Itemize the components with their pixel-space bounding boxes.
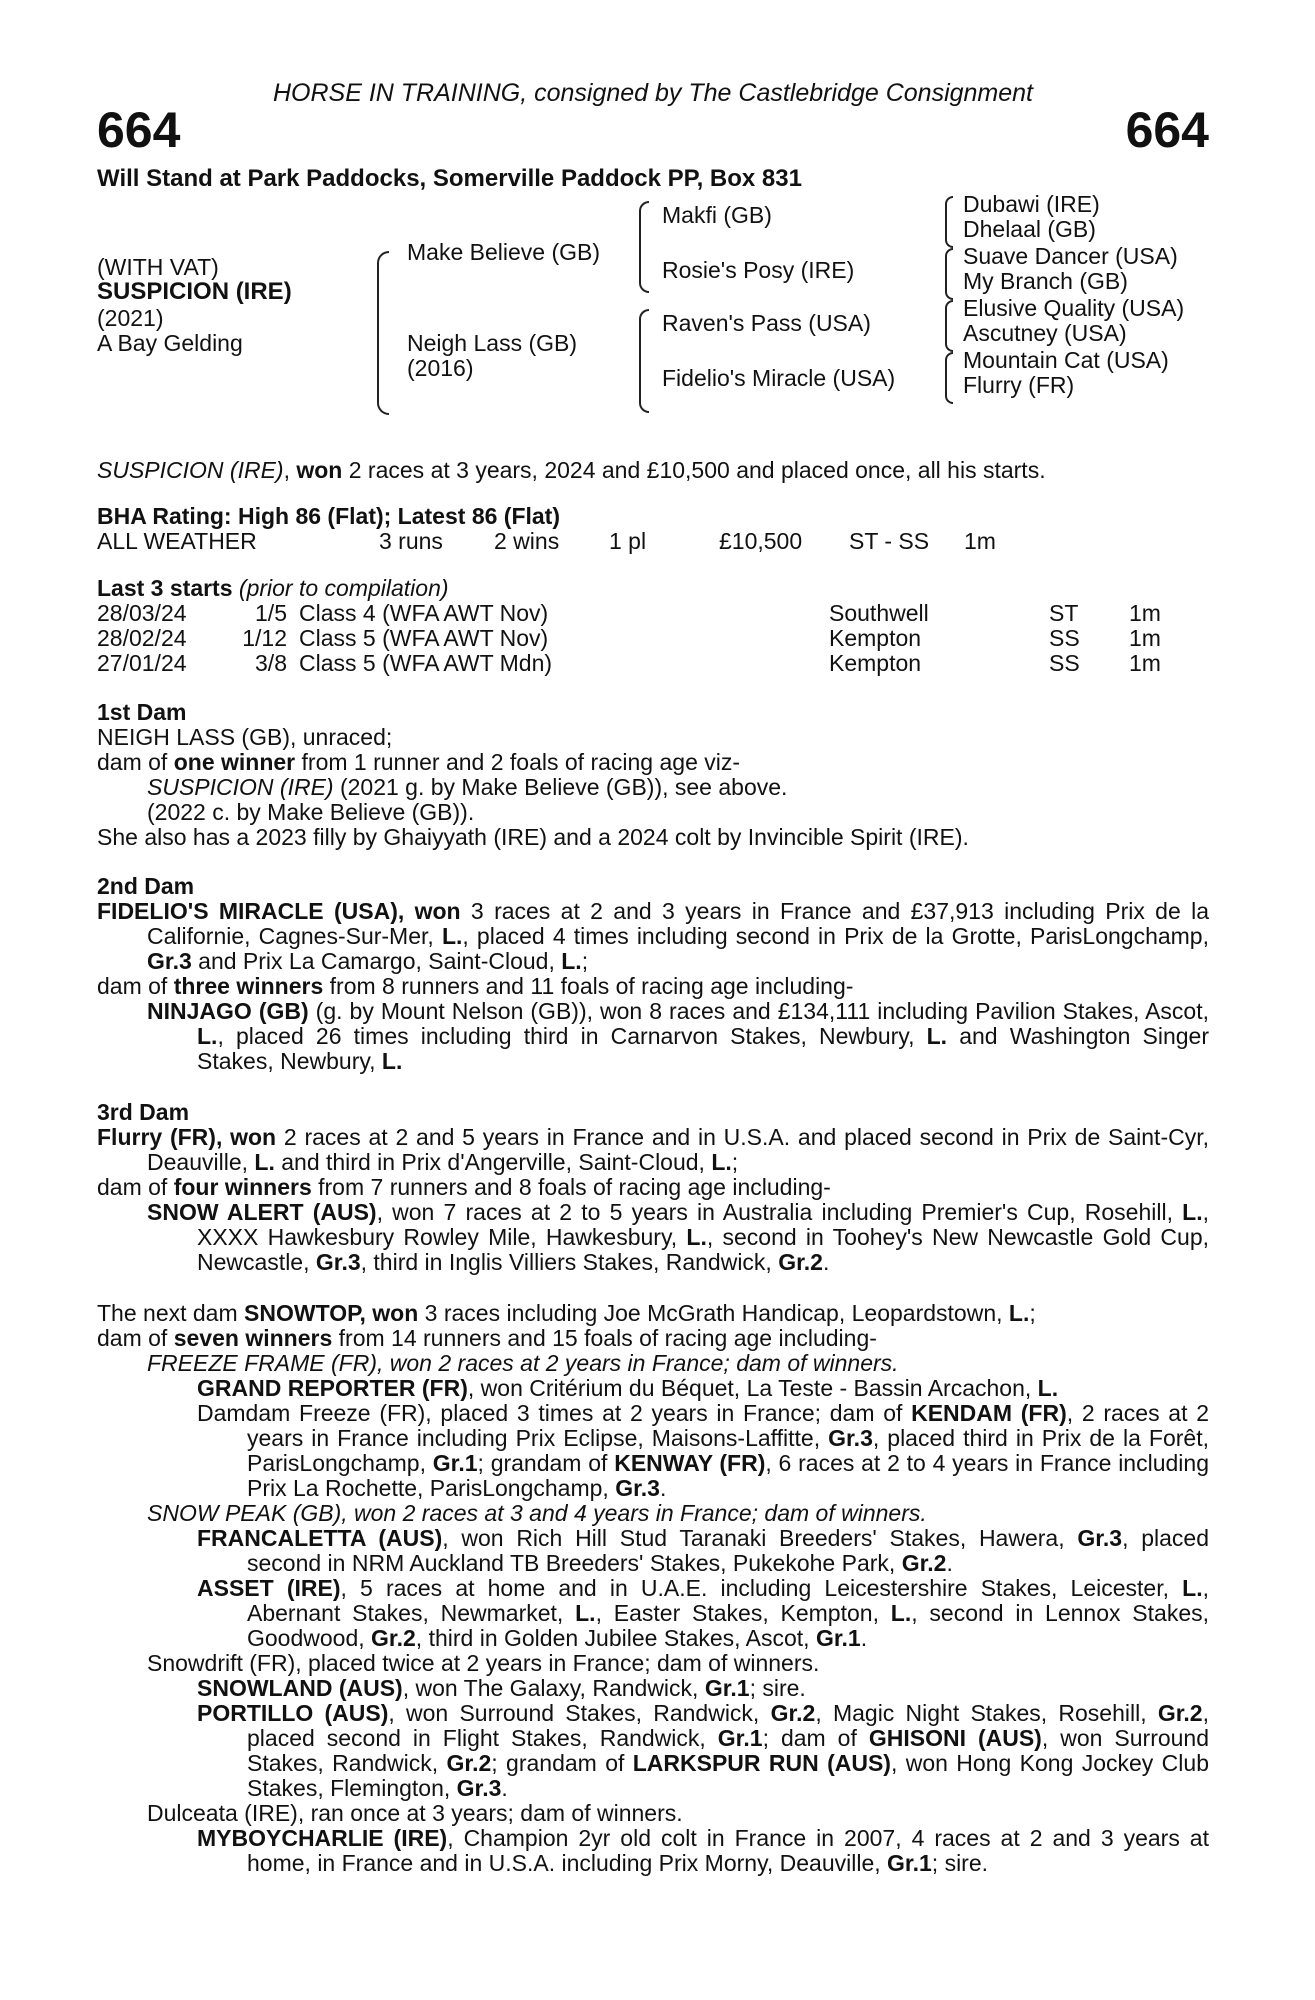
consignment-header: HORSE IN TRAINING, consigned by The Castlebridge Consignment bbox=[272, 79, 1034, 107]
last-start-code: SS bbox=[1049, 650, 1080, 676]
last-start-dist: 1m bbox=[1129, 650, 1161, 676]
pedigree-brace-sire bbox=[639, 201, 649, 293]
lot-number-row bbox=[97, 104, 1209, 156]
last-start-row bbox=[97, 651, 1189, 676]
third-dam-section: 3rd Dam Flurry (FR), won 2 races at 2 and 5 years in France and in U.S.A. and placed second in Prix de Saint-Cyr, Deauville, L. and third in Prix d'Angerville, Saint-Cloud, L.; dam of four winners from 7 runners and 8 foals of racing age including- SNOW ALERT (AUS), won 7 races at 2 to 5 years in Australia including Premier's Cup, Rosehill, L., XXXX Hawkesbury Rowley Mile, Hawkesbury, L., second in Toohey's New Newcastle Gold Cup, Newcastle, Gr.3, third in Inglis Villiers Stakes, Randwick, Gr.2. bbox=[97, 1099, 1209, 1275]
pedigree-brace-dam bbox=[639, 309, 649, 413]
third-dam-title: 3rd Dam bbox=[97, 1099, 190, 1125]
last-start-pos: 1/5 bbox=[255, 600, 287, 626]
last-start-row bbox=[97, 601, 1189, 626]
last-start-pos: 3/8 bbox=[255, 650, 287, 676]
lot-number-left: 664 bbox=[97, 102, 181, 158]
second-dam-title: 2nd Dam bbox=[97, 873, 195, 899]
second-dam-section: 2nd Dam FIDELIO'S MIRACLE (USA), won 3 races at 2 and 3 years in France and £37,913 including Prix de la Californie, Cagnes-Sur-Mer, L., placed 4 times including second in Prix de la Grotte, ParisLongchamp, Gr.3 and Prix La Camargo, Saint-Cloud, L.; dam of three winners from 8 runners and 11 foals of racing age including- NINJAGO (GB) (g. by Mount Nelson (GB)), won 8 races and £134,111 including Pavilion Stakes, Ascot, L., placed 26 times including third in Carnarvon Stakes, Newbury, L. and Washington Singer Stakes, Newbury, L. bbox=[97, 873, 1210, 1074]
last-start-course: Kempton bbox=[829, 625, 922, 651]
last-starts-section bbox=[97, 576, 1209, 676]
pedigree-brace-main bbox=[377, 251, 389, 415]
sire-sire-sire: Dubawi (IRE) bbox=[963, 191, 1100, 217]
last-start-date: 28/02/24 bbox=[97, 625, 187, 651]
last-start-date: 28/03/24 bbox=[97, 600, 187, 626]
dam-dam-sire: Mountain Cat (USA) bbox=[963, 347, 1169, 373]
pedigree-brace-g4 bbox=[945, 352, 953, 404]
first-dam-section: 1st Dam NEIGH LASS (GB), unraced; dam of one winner from 1 runner and 2 foals of racing age viz- SUSPICION (IRE) (2021 g. by Make Believe (GB)), see above. (2022 c. by Make Believe (GB)). She also has a 2023 filly by Ghaiyyath (IRE) and a 2024 colt by Invincible Spirit (IRE). bbox=[97, 700, 1209, 850]
horse-name: SUSPICION (IRE) bbox=[97, 278, 292, 305]
last-start-course: Southwell bbox=[829, 600, 929, 626]
last-start-date: 27/01/24 bbox=[97, 650, 187, 676]
pedigree-brace-g1 bbox=[945, 196, 953, 248]
sire-name: Make Believe (GB) bbox=[407, 239, 601, 265]
first-dam-title: 1st Dam bbox=[97, 699, 187, 725]
dam-name: Neigh Lass (GB) bbox=[407, 330, 578, 356]
rating-section bbox=[97, 504, 1209, 554]
sire-dam-dam: My Branch (GB) bbox=[963, 268, 1128, 294]
last-start-dist: 1m bbox=[1129, 600, 1161, 626]
dam-sire: Raven's Pass (USA) bbox=[662, 310, 871, 336]
horse-year: (2021) bbox=[97, 305, 164, 331]
dam-sire-sire: Elusive Quality (USA) bbox=[963, 295, 1185, 321]
lot-number-right: 664 bbox=[1125, 102, 1209, 158]
pedigree-brace-g2 bbox=[945, 248, 953, 300]
dam-sire-dam: Ascutney (USA) bbox=[963, 320, 1127, 346]
race-summary: SUSPICION (IRE), won 2 races at 3 years, 2024 and £10,500 and placed once, all his starts. bbox=[97, 457, 1046, 483]
last-starts-table bbox=[97, 601, 1189, 676]
last-start-row bbox=[97, 626, 1189, 651]
surface-record: ALL WEATHER 3 runs 2 wins 1 pl £10,500 ST - SS 1m bbox=[97, 528, 996, 554]
next-dam-section: The next dam SNOWTOP, won 3 races including Joe McGrath Handicap, Leopardstown, L.; dam of seven winners from 14 runners and 15 foals of racing age including- FREEZE FRAME (FR), won 2 races at 2 years in France; dam of winners. GRAND REPORTER (FR), won Critérium du Béquet, La Teste - Bassin Arcachon, L. Damdam Freeze (FR), placed 3 times at 2 years in France; dam of KENDAM (FR), 2 races at 2 years in France including Prix Eclipse, Maisons-Laffitte, Gr.3, placed third in Prix de la Forêt, ParisLongchamp, Gr.1; grandam of KENWAY (FR), 6 races at 2 to 4 years in France including Prix La Rochette, ParisLongchamp, Gr.3. SNOW PEAK (GB), won 2 races at 3 and 4 years in France; dam of winners. FRANCALETTA (AUS), won Rich Hill Stud Taranaki Breeders' Stakes, Hawera, Gr.3, placed second in NRM Auckland TB Breeders' Stakes, Pukekohe Park, Gr.2. ASSET (IRE), 5 races at home and in U.A.E. including Leicestershire Stakes, Leicester, L., Abernant Stakes, Newmarket, L., Easter Stakes, Kempton, L., second in Lennox Stakes, Goodwood, Gr.2, third in Golden Jubilee Stakes, Ascot, Gr.1. Snowdrift (FR), placed twice at 2 years in France; dam of winners. SNOWLAND (AUS), won The Galaxy, Randwick, Gr.1; sire. PORTILLO (AUS), won Surround Stakes, Randwick, Gr.2, Magic Night Stakes, Rosehill, Gr.2, placed second in Flight Stakes, Randwick, Gr.1; dam of GHISONI (AUS), won Surround Stakes, Randwick, Gr.2; grandam of LARKSPUR RUN (AUS), won Hong Kong Jockey Club Stakes, Flemington, Gr.3. Dulceata (IRE), ran once at 3 years; dam of winners. MYBOYCHARLIE (IRE), Champion 2yr old colt in France in 2007, 4 races at 2 and 3 years at home, in France and in U.S.A. including Prix Morny, Deauville, Gr.1; sire. bbox=[97, 1300, 1210, 1876]
vat-note: (WITH VAT) bbox=[97, 254, 219, 280]
last-start-race: Class 5 (WFA AWT Nov) bbox=[299, 625, 549, 651]
bha-rating: BHA Rating: High 86 (Flat); Latest 86 (Flat) bbox=[97, 503, 560, 529]
last-starts-title: Last 3 starts bbox=[97, 575, 233, 601]
sire-dam: Rosie's Posy (IRE) bbox=[662, 257, 855, 283]
dam-dam: Fidelio's Miracle (USA) bbox=[662, 365, 896, 391]
last-start-dist: 1m bbox=[1129, 625, 1161, 651]
sire-sire-dam: Dhelaal (GB) bbox=[963, 216, 1096, 242]
pedigree-table bbox=[97, 191, 1209, 431]
horse-description: A Bay Gelding bbox=[97, 330, 243, 356]
stand-location: Will Stand at Park Paddocks, Somerville Paddock PP, Box 831 bbox=[97, 165, 802, 192]
pedigree-brace-g3 bbox=[945, 300, 953, 352]
last-start-race: Class 4 (WFA AWT Nov) bbox=[299, 600, 549, 626]
last-start-pos: 1/12 bbox=[242, 625, 287, 651]
dam-year: (2016) bbox=[407, 355, 474, 381]
last-start-code: ST bbox=[1049, 600, 1079, 626]
last-start-course: Kempton bbox=[829, 650, 922, 676]
catalogue-page bbox=[97, 78, 1209, 1876]
dam-dam-dam: Flurry (FR) bbox=[963, 372, 1075, 398]
last-starts-note: (prior to compilation) bbox=[238, 575, 449, 601]
last-start-race: Class 5 (WFA AWT Mdn) bbox=[299, 650, 553, 676]
sire-sire: Makfi (GB) bbox=[662, 202, 772, 228]
sire-dam-sire: Suave Dancer (USA) bbox=[963, 243, 1178, 269]
last-start-code: SS bbox=[1049, 625, 1080, 651]
